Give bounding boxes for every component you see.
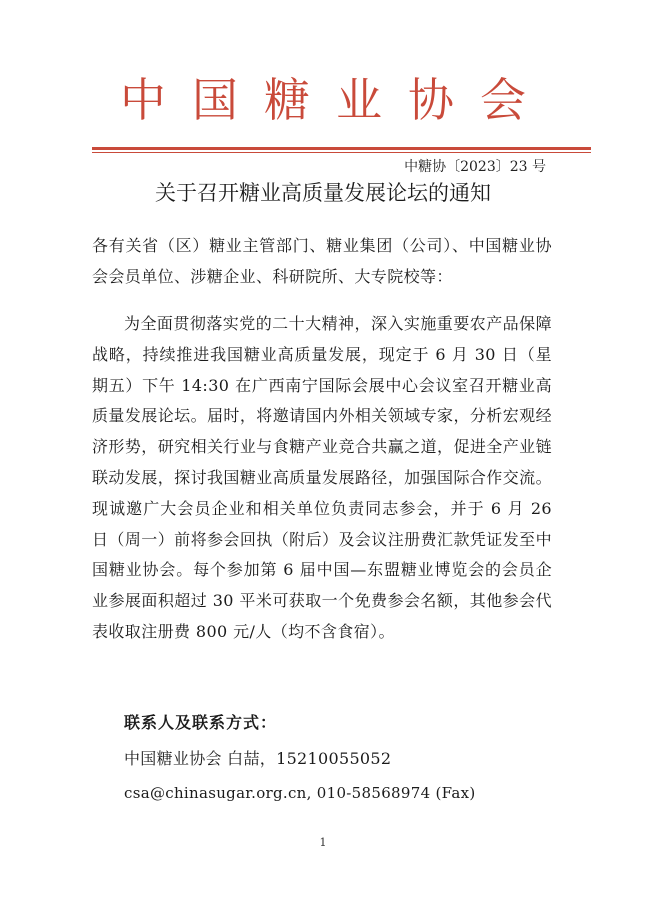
contact-person-line: 中国糖业协会 白喆，15210055052 xyxy=(124,749,392,768)
page-number: 1 xyxy=(319,836,327,849)
letterhead-rule-thick xyxy=(92,147,591,150)
addressee-text: 各有关省（区）糖业主管部门、糖业集团（公司）、中国糖业协会会员单位、涉糖企业、科研院所、大专院校等： xyxy=(92,236,552,286)
contact-email-line: csa@chinasugar.org.cn, 010-58568974 (Fax) xyxy=(124,784,476,802)
letterhead-title: 中国糖业协会 xyxy=(120,73,552,127)
letterhead-rule-thin xyxy=(92,152,591,153)
main-paragraph: 为全面贯彻落实党的二十大精神，深入实施重要农产品保障战略，持续推进我国糖业高质量发展，现定于 6 月 30 日（星期五）下午 14:30 在广西南宁国际会展中心会议室召开糖业高质量发展论坛。届时，将邀请国内外相关领域专家，分析宏观经济形势，研究相关行业与食糖产业竞合共赢之道，促进全产业链联动发展，探讨我国糖业高质量发展路径，加强国际合作交流。现诚邀广大会员企业和相关单位负责同志参会，并于 6 月 26 日（周一）前将参会回执（附后）及会议注册费汇款凭证发至中国糖业协会。每个参加第 6 届中国—东盟糖业博览会的会员企业参展面积超过 30 平米可获取一个免费参会名额，其他参会代表收取注册费 800 元/人（均不含食宿）。 xyxy=(92,314,552,641)
contact-heading: 联系人及联系方式： xyxy=(124,713,278,732)
notice-title: 关于召开糖业高质量发展论坛的通知 xyxy=(155,181,491,205)
document-number: 中糖协〔2023〕23 号 xyxy=(404,159,546,175)
